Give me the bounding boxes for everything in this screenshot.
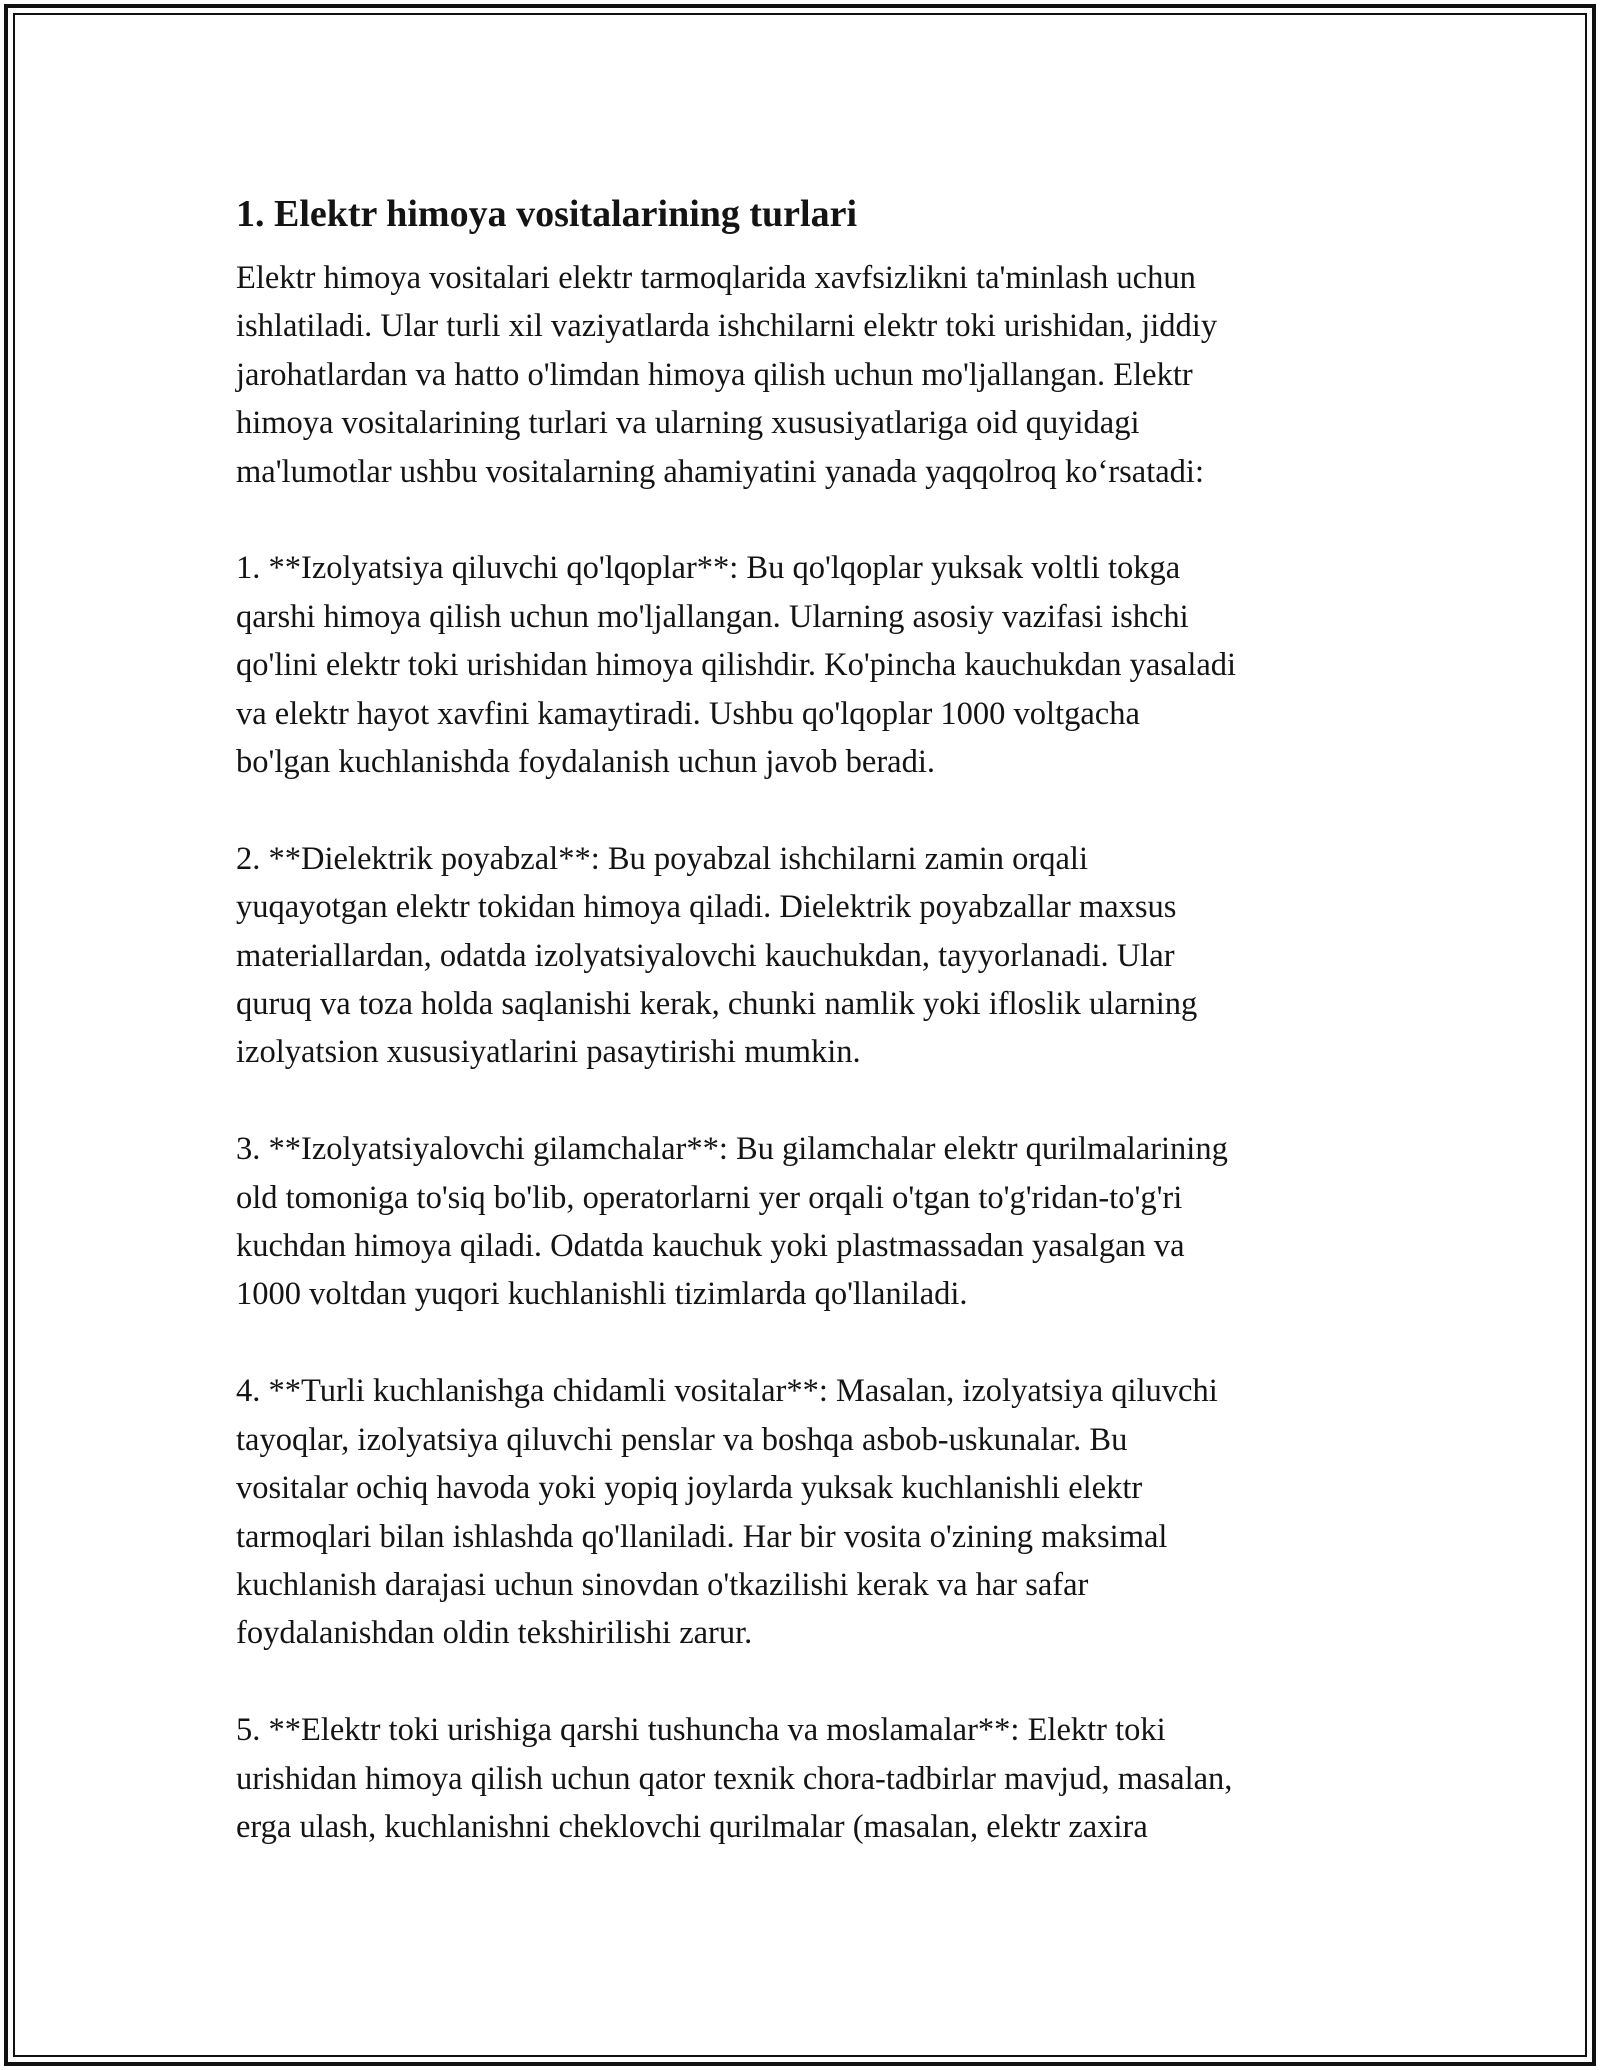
text-line: izolyatsion xususiyatlarini pasaytirishi mumkin. [236, 1034, 861, 1071]
text-line: ishlatiladi. Ular turli xil vaziyatlarda ishchilarni elektr toki urishidan, jiddiy [236, 308, 1218, 345]
text-line: 3. **Izolyatsiyalovchi gilamchalar**: Bu gilamchalar elektr qurilmalarining [236, 1131, 1228, 1168]
page-title: 1. Elektr himoya vositalarining turlari [236, 193, 858, 235]
text-line: materiallardan, odatda izolyatsiyalovchi kauchukdan, tayyorlanadi. Ular [236, 937, 1175, 974]
text-line: 1000 voltdan yuqori kuchlanishli tizimlarda qo'llaniladi. [236, 1276, 968, 1313]
paragraph-5 [236, 1367, 1376, 1657]
paragraph-2 [236, 544, 1376, 786]
paragraph-6 [236, 1706, 1376, 1851]
text-line: bo'lgan kuchlanishda foydalanish uchun javob beradi. [236, 744, 936, 781]
text-line: jarohatlardan va hatto o'limdan himoya qilish uchun mo'ljallangan. Elektr [236, 356, 1193, 393]
text-line: tarmoqlari bilan ishlashda qo'llaniladi. Har bir vosita o'zining maksimal [236, 1518, 1168, 1555]
text-line: himoya vositalarining turlari va ularning xususiyatlariga oid quyidagi [236, 405, 1140, 442]
text-line: kuchlanish darajasi uchun sinovdan o'tkazilishi kerak va har safar [236, 1566, 1089, 1603]
document-body [236, 186, 1376, 1900]
text-line: yuqayotgan elektr tokidan himoya qiladi. Dielektrik poyabzallar maxsus [236, 889, 1177, 926]
text-line: 1. **Izolyatsiya qiluvchi qo'lqoplar**: Bu qo'lqoplar yuksak voltli tokga [236, 550, 1181, 587]
text-line: va elektr hayot xavfini kamaytiradi. Ushbu qo'lqoplar 1000 voltgacha [236, 695, 1140, 732]
text-line: ma'lumotlar ushbu vositalarning ahamiyatini yanada yaqqolroq koʻrsatadi: [236, 453, 1204, 490]
text-line: urishidan himoya qilish uchun qator texnik chora-tadbirlar mavjud, masalan, [236, 1760, 1233, 1797]
text-line: kuchdan himoya qiladi. Odatda kauchuk yoki plastmassadan yasalgan va [236, 1228, 1185, 1265]
paragraph-list [236, 254, 1376, 1851]
text-line: quruq va toza holda saqlanishi kerak, chunki namlik yoki ifloslik ularning [236, 986, 1198, 1023]
text-line: tayoqlar, izolyatsiya qiluvchi penslar va boshqa asbob-uskunalar. Bu [236, 1421, 1128, 1458]
text-line: old tomoniga to'siq bo'lib, operatorlarni yer orqali o'tgan to'g'ridan-to'g'ri [236, 1179, 1183, 1216]
text-line: 5. **Elektr toki urishiga qarshi tushuncha va moslamalar**: Elektr toki [236, 1712, 1166, 1749]
paragraph-1 [236, 254, 1376, 496]
text-line: qo'lini elektr toki urishidan himoya qilishdir. Ko'pincha kauchukdan yasaladi [236, 647, 1237, 684]
text-line: erga ulash, kuchlanishni cheklovchi qurilmalar (masalan, elektr zaxira [236, 1808, 1148, 1845]
text-line: vositalar ochiq havoda yoki yopiq joylarda yuksak kuchlanishli elektr [236, 1470, 1143, 1507]
text-line: 2. **Dielektrik poyabzal**: Bu poyabzal ishchilarni zamin orqali [236, 840, 1088, 877]
text-line: foydalanishdan oldin tekshirilishi zarur. [236, 1615, 753, 1652]
text-line: Elektr himoya vositalari elektr tarmoqlarida xavfsizlikni ta'minlash uchun [236, 260, 1196, 296]
text-line: qarshi himoya qilish uchun mo'ljallangan. Ularning asosiy vazifasi ishchi [236, 598, 1189, 635]
paragraph-4 [236, 1125, 1376, 1319]
paragraph-3 [236, 835, 1376, 1077]
text-line: 4. **Turli kuchlanishga chidamli vositalar**: Masalan, izolyatsiya qiluvchi [236, 1373, 1218, 1410]
